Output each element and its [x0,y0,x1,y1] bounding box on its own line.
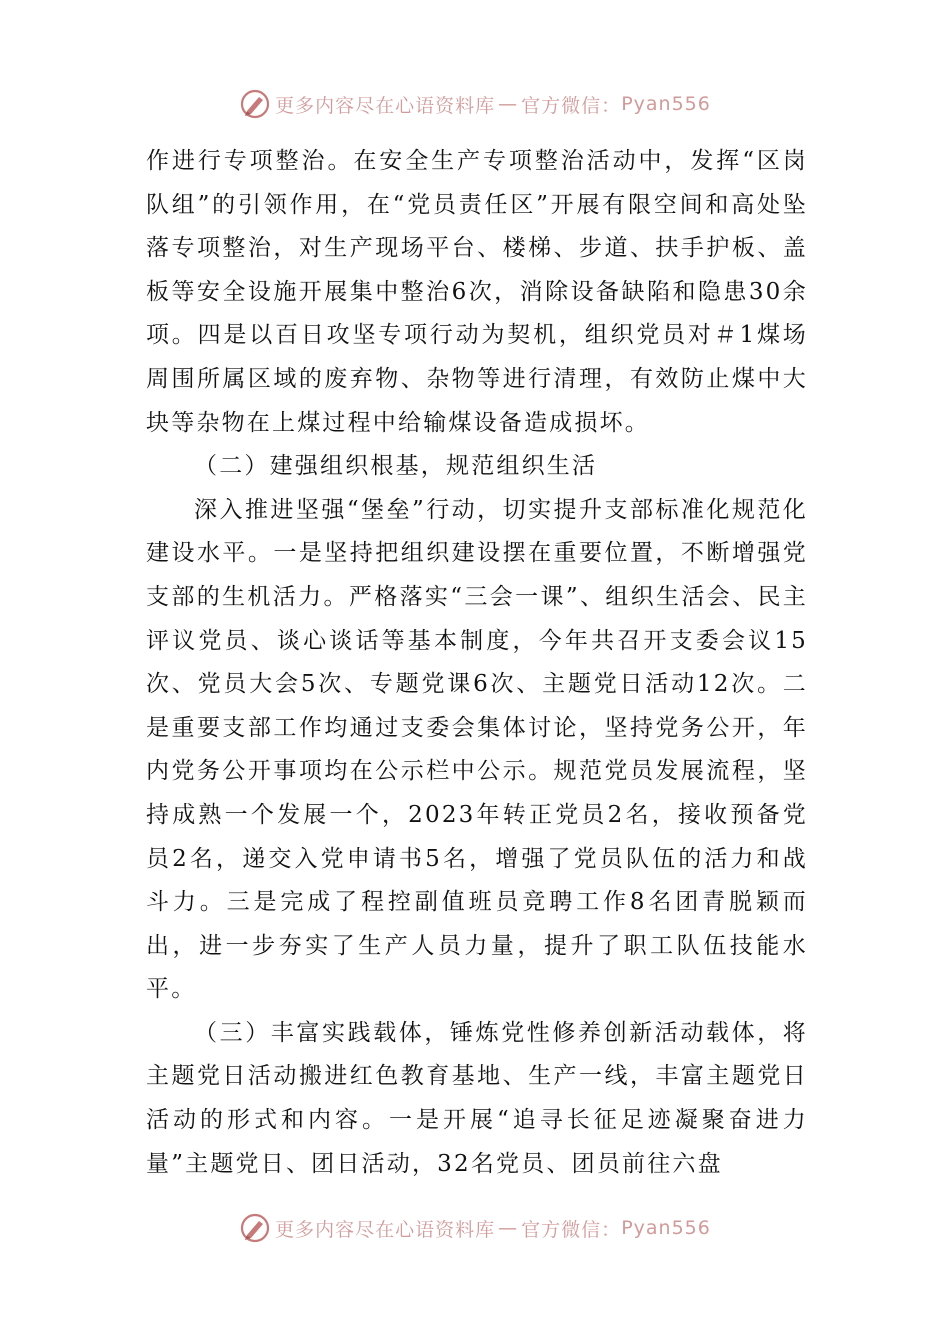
watermark-separator: — [498,93,519,115]
watermark-official: 官方微信： [521,94,622,117]
watermark-official: 官方微信： [521,1218,622,1241]
pen-logo-icon [239,88,271,120]
pen-logo-icon [239,1212,271,1244]
header-watermark [0,84,950,124]
document-body [146,140,808,1186]
footer-watermark [0,1208,950,1248]
watermark-wechat-id: Pyan556 [621,1217,711,1239]
paragraph: （三）丰富实践载体，锤炼党性修养创新活动载体，将主题党日活动搬进红色教育基地、生产一线，丰富主题党日活动的形式和内容。一是开展“追寻长征足迹凝聚奋进力量”主题党日、团日活动，32名党员、团员前往六盘 [146,1019,808,1177]
watermark-text: 更多内容尽在心语资料库 [275,94,496,117]
section-heading: （二）建强组织根基，规范组织生活 [194,453,598,480]
paragraph: 深入推进坚强“堡垒”行动，切实提升支部标准化规范化建设水平。一是坚持把组织建设摆在重要位置，不断增强党支部的生机活力。严格落实“三会一课”、组织生活会、民主评议党员、谈心谈话等基本制度，今年共召开支委会议15次、党员大会5次、专题党课6次、主题党日活动12次。二是重要支部工作均通过支委会集体讨论，坚持党务公开，年内党务公开事项均在公示栏中公示。规范党员发展流程，坚持成熟一个发展一个，2023年转正党员2名，接收预备党员2名，递交入党申请书5名，增强了党员队伍的活力和战斗力。三是完成了程控副值班员竞聘工作8名团青脱颖而出，进一步夯实了生产人员力量，提升了职工队伍技能水平。 [146,496,808,1003]
watermark-text: 更多内容尽在心语资料库 [275,1218,496,1241]
watermark-wechat-id: Pyan556 [621,93,711,115]
paragraph: 作进行专项整治。在安全生产专项整治活动中，发挥“区岗队组”的引领作用，在“党员责任区”开展有限空间和高处坠落专项整治，对生产现场平台、楼梯、步道、扶手护板、盖板等安全设施开展集中整治6次，消除设备缺陷和隐患30余项。四是以百日攻坚专项行动为契机，组织党员对＃1煤场周围所属区域的废弃物、杂物等进行清理，有效防止煤中大块等杂物在上煤过程中给输煤设备造成损坏。 [146,148,808,436]
watermark-separator: — [498,1217,519,1239]
